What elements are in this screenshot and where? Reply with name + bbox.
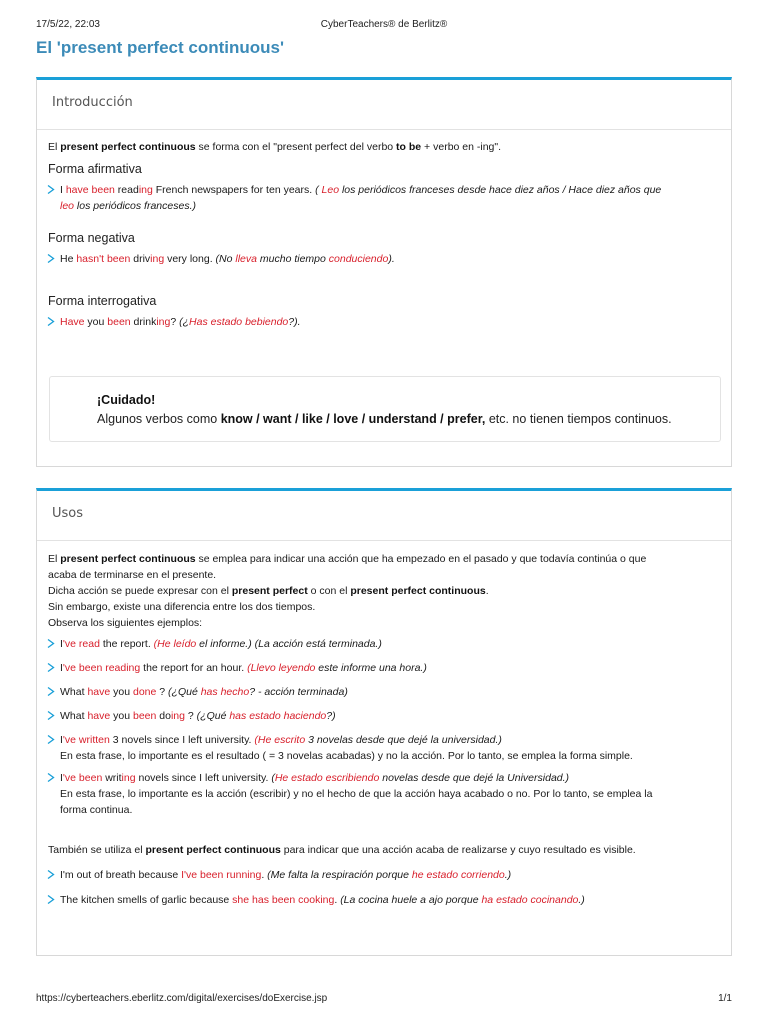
page-title: El 'present perfect continuous' bbox=[36, 38, 285, 57]
usos-paragraph-4: Observa los siguientes ejemplos: bbox=[48, 617, 203, 629]
translation-highlight: (Llevo leyendo bbox=[247, 662, 316, 674]
highlight: she has been cooking bbox=[232, 894, 335, 906]
translation-highlight: He estado escribiendo bbox=[274, 772, 380, 784]
usos-card bbox=[36, 488, 732, 956]
text: . bbox=[485, 585, 489, 597]
text: El bbox=[48, 141, 61, 153]
translation: .) bbox=[578, 894, 585, 906]
chevron-right-icon bbox=[46, 711, 55, 720]
translation-highlight: (He leído bbox=[153, 638, 197, 650]
chevron-right-icon bbox=[46, 254, 55, 263]
translation: .) bbox=[504, 869, 512, 881]
highlight: done bbox=[132, 686, 157, 698]
highlight: Have bbox=[60, 316, 85, 328]
translation-highlight: conduciendo bbox=[328, 253, 389, 265]
introduccion-heading: Introducción bbox=[37, 80, 731, 130]
translation: (La cocina huele a ajo porque bbox=[340, 894, 482, 906]
translation-highlight: ha estado cocinando bbox=[481, 894, 579, 906]
translation-highlight: leo bbox=[60, 200, 75, 212]
translation: novelas desde que dejé la Universidad.) bbox=[379, 772, 570, 784]
text: ? bbox=[184, 710, 197, 722]
text: I bbox=[60, 662, 63, 674]
usos-example-4 bbox=[48, 708, 731, 724]
usos-paragraph-1 bbox=[48, 551, 731, 583]
translation: ( bbox=[315, 184, 322, 196]
text: I'm out of breath because bbox=[60, 869, 182, 881]
text: very long. bbox=[164, 253, 216, 265]
highlight: been bbox=[132, 710, 157, 722]
text: I bbox=[60, 638, 63, 650]
caution-text bbox=[97, 410, 720, 428]
highlight: ing bbox=[150, 253, 165, 265]
chevron-right-icon bbox=[46, 185, 55, 194]
text: I bbox=[60, 772, 63, 784]
text: + verbo en -ing". bbox=[421, 141, 502, 153]
text: . bbox=[334, 894, 341, 906]
text: read bbox=[114, 184, 139, 196]
translation: los periódicos franceses desde hace diez años / Hace diez años que bbox=[339, 184, 662, 196]
highlight: ing bbox=[138, 184, 153, 196]
text: The kitchen smells of garlic because bbox=[60, 894, 233, 906]
translation: (¿Qué bbox=[168, 686, 201, 698]
caution-title: ¡Cuidado! bbox=[97, 393, 156, 407]
print-site-name: CyberTeachers® de Berlitz® bbox=[320, 19, 448, 30]
text: drink bbox=[130, 316, 157, 328]
highlight: hasn't been bbox=[76, 253, 131, 265]
intro-paragraph bbox=[48, 139, 731, 155]
text: para indicar que una acción acaba de realizarse y cuyo resultado es visible. bbox=[280, 844, 636, 856]
highlight: ing bbox=[170, 710, 185, 722]
bold-term: to be bbox=[396, 141, 422, 153]
text: Algunos verbos como bbox=[97, 412, 221, 426]
introduccion-card bbox=[36, 77, 732, 467]
translation: ?) bbox=[326, 710, 336, 722]
usos-example-5-note: En esta frase, lo importante es el resultado ( = 3 novelas acabadas) y no la acción. Por lo tanto, se emplea la forma simple. bbox=[60, 750, 633, 762]
translation: ( bbox=[271, 772, 275, 784]
highlight: 've been reading bbox=[62, 662, 141, 674]
forma-interrogativa-heading: Forma interrogativa bbox=[48, 294, 157, 308]
chevron-right-icon bbox=[46, 663, 55, 672]
chevron-right-icon bbox=[46, 735, 55, 744]
chevron-right-icon bbox=[46, 687, 55, 696]
example-afirmativa bbox=[48, 182, 731, 214]
bold-term: present perfect continuous bbox=[60, 141, 196, 153]
bold-term: present perfect continuous bbox=[350, 585, 486, 597]
text: the report for an hour. bbox=[140, 662, 248, 674]
introduccion-body bbox=[37, 139, 731, 330]
text: . bbox=[261, 869, 268, 881]
usos-example-5 bbox=[48, 732, 731, 764]
text: I bbox=[60, 734, 63, 746]
text: o con el bbox=[307, 585, 351, 597]
text: He bbox=[60, 253, 77, 265]
chevron-right-icon bbox=[46, 895, 55, 904]
highlight: have bbox=[87, 710, 111, 722]
translation: (¿Qué bbox=[196, 710, 230, 722]
translation: 3 novelas desde que dejé la universidad.) bbox=[305, 734, 502, 746]
usos-example-6-note bbox=[60, 786, 731, 818]
text: ? bbox=[170, 316, 180, 328]
text: What bbox=[60, 710, 88, 722]
example-interrogativa bbox=[48, 314, 731, 330]
text: se forma con el "present perfect del verbo bbox=[195, 141, 397, 153]
usos-paragraph-2 bbox=[48, 583, 731, 599]
highlight: 've written bbox=[62, 734, 110, 746]
text: What bbox=[60, 686, 88, 698]
translation: ?). bbox=[288, 316, 301, 328]
text: novels since I left university. bbox=[135, 772, 272, 784]
highlight: ing bbox=[156, 316, 171, 328]
usos-example-2 bbox=[48, 660, 731, 676]
print-url: https://cyberteachers.eberlitz.com/digital/exercises/doExercise.jsp bbox=[36, 993, 328, 1004]
forma-afirmativa-heading: Forma afirmativa bbox=[48, 162, 142, 176]
highlight: have been bbox=[65, 184, 115, 196]
translation-highlight: he estado corriendo bbox=[411, 869, 505, 881]
text: driv bbox=[130, 253, 151, 265]
text: writ bbox=[102, 772, 122, 784]
text: acaba de terminarse en el presente. bbox=[48, 569, 217, 581]
highlight: ing bbox=[121, 772, 136, 784]
translation-highlight: Leo bbox=[321, 184, 340, 196]
usos-example-3 bbox=[48, 684, 731, 700]
usos-paragraph-3: Sin embargo, existe una diferencia entre los dos tiempos. bbox=[48, 601, 316, 613]
text: do bbox=[156, 710, 171, 722]
translation: los periódicos franceses.) bbox=[74, 200, 196, 212]
translation-highlight: has hecho bbox=[200, 686, 250, 698]
translation-highlight: has estado haciendo bbox=[229, 710, 327, 722]
text: ? bbox=[156, 686, 169, 698]
translation: (¿ bbox=[179, 316, 190, 328]
translation-highlight: (He escrito bbox=[254, 734, 306, 746]
print-page-number: 1/1 bbox=[718, 993, 732, 1004]
bold-term: present perfect continuous bbox=[145, 844, 281, 856]
text: the report. bbox=[99, 638, 154, 650]
usos-example-7 bbox=[48, 867, 731, 883]
usos-example-6 bbox=[48, 770, 731, 818]
translation: ). bbox=[388, 253, 395, 265]
usos-paragraph-5 bbox=[48, 842, 731, 858]
chevron-right-icon bbox=[46, 639, 55, 648]
translation: este informe una hora.) bbox=[315, 662, 427, 674]
highlight: have bbox=[87, 686, 111, 698]
text: you bbox=[110, 686, 133, 698]
text: El bbox=[48, 553, 61, 565]
text: También se utiliza el bbox=[48, 844, 146, 856]
bold-term: know / want / like / love / understand / prefer, bbox=[220, 412, 486, 426]
text: se emplea para indicar una acción que ha empezado en el pasado y que todavía continúa o que bbox=[195, 553, 647, 565]
translation: (No bbox=[215, 253, 236, 265]
text: French newspapers for ten years. bbox=[152, 184, 316, 196]
usos-example-8 bbox=[48, 892, 731, 908]
forma-negativa-heading: Forma negativa bbox=[48, 231, 135, 245]
translation: el informe.) (La acción está terminada.) bbox=[196, 638, 382, 650]
text: forma continua. bbox=[60, 804, 133, 816]
text: 3 novels since I left university. bbox=[109, 734, 255, 746]
translation: (Me falta la respiración porque bbox=[267, 869, 412, 881]
highlight: 've been bbox=[62, 772, 103, 784]
bold-term: present perfect bbox=[231, 585, 308, 597]
text: I bbox=[60, 184, 66, 196]
translation-highlight: Has estado bebiendo bbox=[189, 316, 289, 328]
usos-heading: Usos bbox=[37, 491, 731, 541]
highlight: 've read bbox=[62, 638, 100, 650]
bold-term: present perfect continuous bbox=[60, 553, 196, 565]
translation-highlight: lleva bbox=[235, 253, 257, 265]
example-negativa bbox=[48, 251, 731, 267]
translation: ? - acción terminada) bbox=[249, 686, 348, 698]
caution-box bbox=[49, 376, 721, 442]
chevron-right-icon bbox=[46, 317, 55, 326]
text: you bbox=[84, 316, 108, 328]
translation: mucho tiempo bbox=[256, 253, 329, 265]
usos-body bbox=[37, 551, 731, 908]
text: you bbox=[110, 710, 133, 722]
text: Dicha acción se puede expresar con el bbox=[48, 585, 232, 597]
text: En esta frase, lo importante es la acción (escribir) y no el hecho de que la acción haya acabado o no. Por lo tanto, se emplea la bbox=[60, 788, 653, 800]
print-datetime: 17/5/22, 22:03 bbox=[36, 19, 100, 30]
usos-example-1 bbox=[48, 636, 731, 652]
highlight: I've been running bbox=[181, 869, 262, 881]
text: etc. no tienen tiempos continuos. bbox=[485, 412, 672, 426]
highlight: been bbox=[107, 316, 131, 328]
chevron-right-icon bbox=[46, 773, 55, 782]
chevron-right-icon bbox=[46, 870, 55, 879]
